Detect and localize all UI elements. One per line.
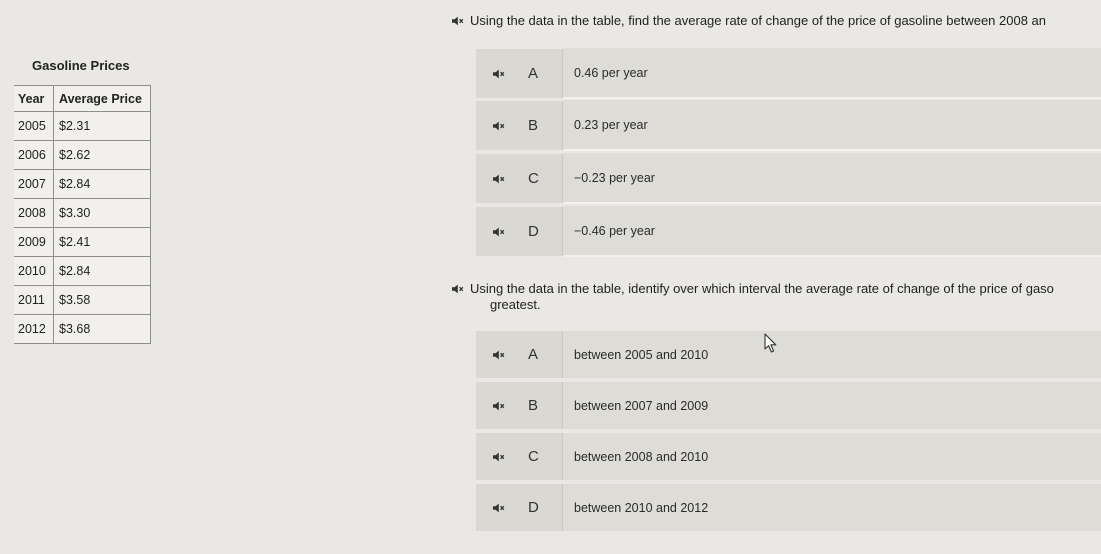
price-cell: $2.41 bbox=[54, 228, 151, 257]
option-letter: D bbox=[528, 499, 539, 516]
q1-option-c[interactable] bbox=[476, 154, 1101, 203]
speaker-muted-icon[interactable] bbox=[493, 227, 505, 237]
price-cell: $2.31 bbox=[54, 112, 151, 141]
speaker-muted-icon[interactable] bbox=[493, 401, 505, 411]
option-letter-box bbox=[476, 207, 563, 256]
option-letter: A bbox=[528, 346, 539, 363]
year-cell: 2009 bbox=[14, 228, 54, 257]
year-cell: 2006 bbox=[14, 141, 54, 170]
year-cell: 2005 bbox=[14, 112, 54, 141]
year-cell: 2007 bbox=[14, 170, 54, 199]
option-text: 0.23 per year bbox=[574, 117, 648, 132]
option-letter-box bbox=[476, 484, 563, 531]
year-cell: 2012 bbox=[14, 315, 54, 344]
speaker-muted-icon[interactable] bbox=[452, 16, 464, 26]
option-text: between 2007 and 2009 bbox=[574, 398, 709, 413]
question-1-text: Using the data in the table, find the average rate of change of the price of gasoline between 2008 an bbox=[470, 13, 1047, 28]
option-text: −0.23 per year bbox=[574, 170, 655, 185]
option-letter: B bbox=[528, 397, 539, 414]
speaker-muted-icon[interactable] bbox=[493, 350, 505, 360]
price-cell: $2.62 bbox=[54, 141, 151, 170]
gasoline-prices-table bbox=[14, 85, 151, 344]
speaker-muted-icon[interactable] bbox=[493, 174, 505, 184]
option-letter-box bbox=[476, 154, 563, 203]
price-cell: $3.30 bbox=[54, 199, 151, 228]
price-cell: $3.58 bbox=[54, 286, 151, 315]
table-row bbox=[14, 112, 151, 141]
question-1-prompt bbox=[452, 13, 1046, 28]
table-row bbox=[14, 286, 151, 315]
price-cell: $3.68 bbox=[54, 315, 151, 344]
option-letter-box bbox=[476, 331, 563, 378]
option-letter: A bbox=[528, 65, 539, 82]
option-letter: C bbox=[528, 448, 539, 465]
option-letter: D bbox=[528, 223, 539, 240]
table-row bbox=[14, 199, 151, 228]
q1-option-b[interactable] bbox=[476, 101, 1101, 150]
option-text: −0.46 per year bbox=[574, 223, 655, 238]
year-cell: 2008 bbox=[14, 199, 54, 228]
column-header-year: Year bbox=[14, 86, 54, 112]
option-letter: C bbox=[528, 170, 539, 187]
year-cell: 2011 bbox=[14, 286, 54, 315]
q2-option-d[interactable] bbox=[476, 484, 1101, 531]
q2-option-b[interactable] bbox=[476, 382, 1101, 429]
option-letter-box bbox=[476, 49, 563, 98]
price-cell: $2.84 bbox=[54, 170, 151, 199]
option-text: between 2010 and 2012 bbox=[574, 500, 709, 515]
question-2-text-continued: greatest. bbox=[490, 297, 541, 312]
table-header-row bbox=[14, 86, 151, 112]
q2-option-c[interactable] bbox=[476, 433, 1101, 480]
option-letter-box bbox=[476, 101, 563, 150]
speaker-muted-icon[interactable] bbox=[493, 503, 505, 513]
speaker-muted-icon[interactable] bbox=[452, 284, 464, 294]
table-row bbox=[14, 257, 151, 286]
q1-option-a[interactable] bbox=[476, 49, 1101, 98]
speaker-muted-icon[interactable] bbox=[493, 452, 505, 462]
table-row bbox=[14, 228, 151, 257]
option-text: between 2008 and 2010 bbox=[574, 449, 709, 464]
option-letter-box bbox=[476, 382, 563, 429]
table-row bbox=[14, 170, 151, 199]
option-text: 0.46 per year bbox=[574, 65, 648, 80]
column-header-price: Average Price bbox=[54, 86, 151, 112]
question-2-prompt bbox=[452, 281, 1054, 296]
price-cell: $2.84 bbox=[54, 257, 151, 286]
q2-option-a[interactable] bbox=[476, 331, 1101, 378]
option-text: between 2005 and 2010 bbox=[574, 347, 709, 362]
speaker-muted-icon[interactable] bbox=[493, 69, 505, 79]
speaker-muted-icon[interactable] bbox=[493, 121, 505, 131]
mouse-cursor-icon bbox=[764, 333, 780, 355]
table-row bbox=[14, 141, 151, 170]
year-cell: 2010 bbox=[14, 257, 54, 286]
option-letter: B bbox=[528, 117, 539, 134]
question-2-text: Using the data in the table, identify over which interval the average rate of change of the price of gaso bbox=[470, 281, 1054, 296]
table-row bbox=[14, 315, 151, 344]
q1-option-d[interactable] bbox=[476, 207, 1101, 256]
table-title: Gasoline Prices bbox=[32, 58, 130, 73]
option-letter-box bbox=[476, 433, 563, 480]
